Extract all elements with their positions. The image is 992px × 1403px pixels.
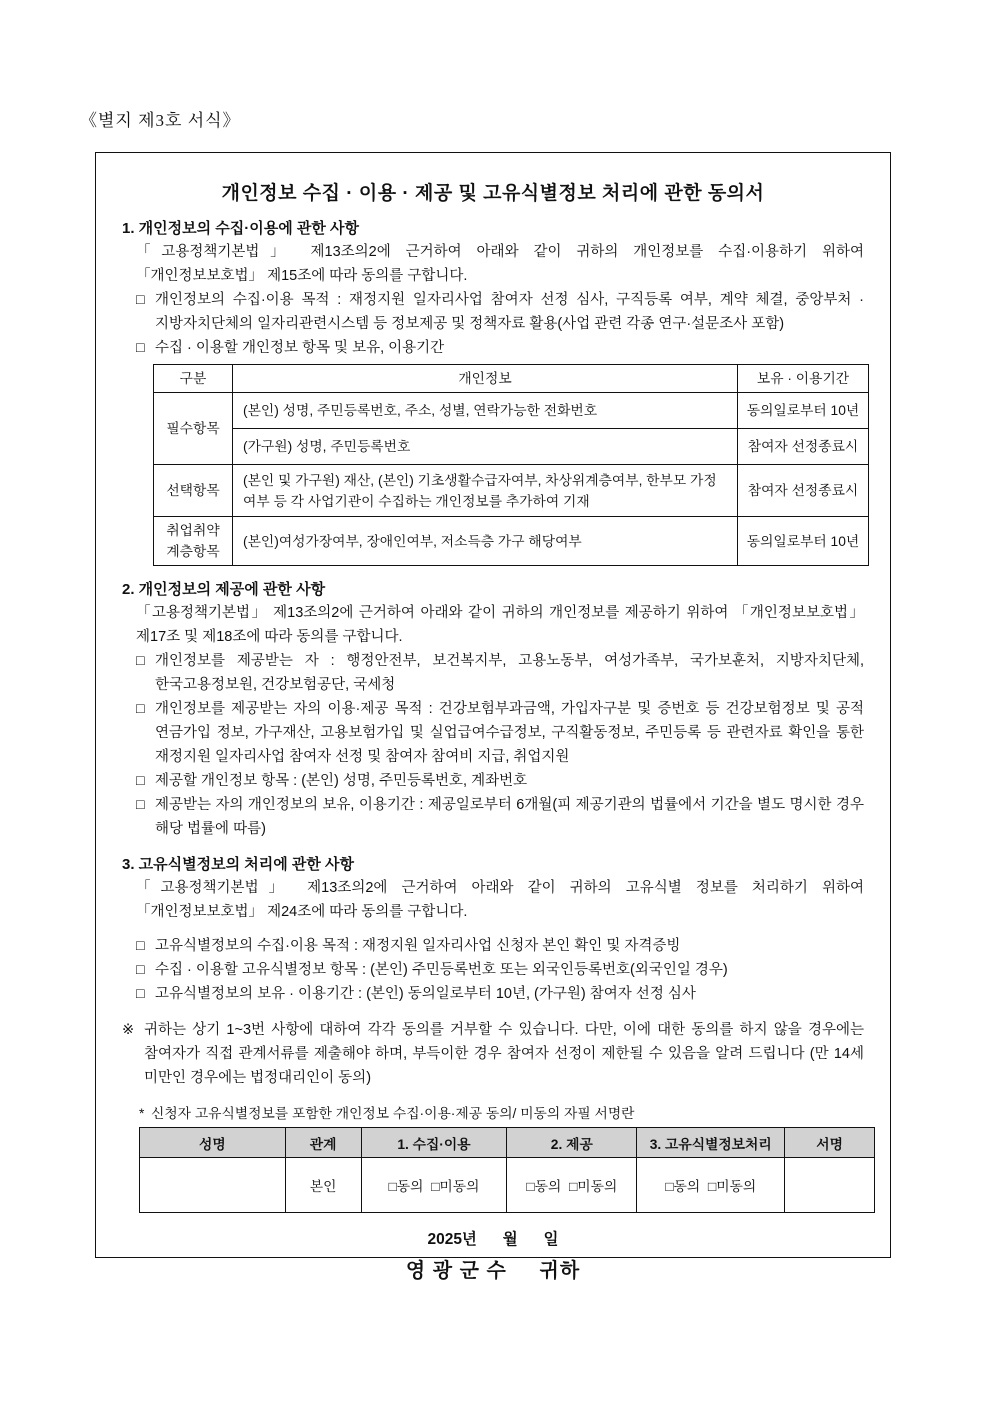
square-bullet-icon: □ [136, 938, 145, 954]
sig-header-collect-use: 1. 수집·이용 [361, 1128, 507, 1158]
square-bullet-icon: □ [136, 340, 145, 356]
bullet-text: 개인정보를 제공받는 자 : 행정안전부, 보건복지부, 고용노동부, 여성가족부, 국가보훈처, 지방자치단체, 한국고용정보원, 건강보험공단, 국세청 [155, 653, 864, 693]
bullet-item [136, 793, 864, 841]
section-2-heading: 2. 개인정보의 제공에 관한 사항 [122, 581, 326, 598]
bullet-item [136, 958, 864, 982]
vulnerable-period-cell: 동의일로부터 10년 [738, 517, 869, 566]
required-family-info-cell: (가구원) 성명, 주민등록번호 [233, 429, 738, 465]
bullet-text: 수집 · 이용할 개인정보 항목 및 보유, 이용기간 [155, 340, 445, 356]
consent-refusal-note [122, 1018, 864, 1090]
consent-refusal-text: 귀하는 상기 1~3번 사항에 대하여 각각 동의를 거부할 수 있습니다. 다만, 이에 대한 동의를 하지 않을 경우에는 참여자가 직접 관계서류를 제출해야 하며, 부득이한 경우 참여자 선정이 제한될 수 있음을 알려 드립니다 (만 14세 미만인 경우에는 법정대리인이 동의) [144, 1022, 864, 1086]
sig-header-signature: 서명 [785, 1128, 875, 1158]
signature-table [139, 1127, 875, 1213]
bullet-text: 개인정보를 제공받는 자의 이용·제공 목적 : 건강보험부과금액, 가입자구분 및 증번호 등 건강보험정보 및 공적 연금가입 정보, 가구재산, 고용보험가입 및 실업급여수급정보, 구직활동정보, 주민등록 등 관련자료 확인을 통한 재정지원 일자리사업 참여자 선정 및 참여자 참여비 지급, 취업지원 [155, 701, 864, 765]
bullet-item [136, 288, 864, 336]
document-title: 개인정보 수집 · 이용 · 제공 및 고유식별정보 처리에 관한 동의서 [221, 183, 765, 204]
section-3-intro: 「고용정책기본법」 제13조의2에 근거하여 아래와 같이 귀하의 고유식별 정보를 처리하기 위하여 「개인정보보호법」 제24조에 따라 동의를 구합니다. [136, 880, 864, 920]
bullet-item [136, 336, 864, 360]
signature-cell[interactable] [785, 1158, 875, 1213]
section-1-intro: 「고용정책기본법」 제13조의2에 근거하여 아래와 같이 귀하의 개인정보를 수집·이용하기 위하여 「개인정보보호법」 제15조에 따라 동의를 구합니다. [136, 244, 864, 284]
bullet-text: 개인정보의 수집·이용 목적 : 재정지원 일자리사업 참여자 선정 심사, 구직등록 여부, 계약 체결, 중앙부처 · 지방자치단체의 일자리관련시스템 등 정보제공 및 정책자료 활용(사업 관련 각종 연구·설문조사 포함) [155, 292, 864, 332]
signature-row [140, 1158, 875, 1213]
required-family-period-cell: 참여자 선정종료시 [738, 429, 869, 465]
optional-label-cell: 선택항목 [154, 465, 233, 517]
square-bullet-icon: □ [136, 797, 145, 813]
square-bullet-icon: □ [136, 962, 145, 978]
vulnerable-label-cell: 취업취약 계층항목 [154, 517, 233, 566]
square-bullet-icon: □ [136, 701, 145, 717]
square-bullet-icon: □ [136, 986, 145, 1002]
square-bullet-icon: □ [136, 292, 145, 308]
provide-consent-checkboxes[interactable]: □동의 □미동의 [507, 1158, 637, 1213]
personal-info-table [153, 364, 869, 566]
bullet-text: 고유식별정보의 수집·이용 목적 : 재정지원 일자리사업 신청자 본인 확인 및 자격증빙 [155, 938, 681, 954]
sig-header-provide: 2. 제공 [507, 1128, 637, 1158]
bullet-text: 제공할 개인정보 항목 : (본인) 성명, 주민등록번호, 계좌번호 [155, 773, 528, 789]
date-line: 2025년 월 일 [427, 1231, 559, 1248]
name-input-cell[interactable] [140, 1158, 286, 1213]
sig-header-name: 성명 [140, 1128, 286, 1158]
collect-use-consent-checkboxes[interactable]: □동의 □미동의 [361, 1158, 507, 1213]
asterisk-icon: * [139, 1106, 145, 1121]
square-bullet-icon: □ [136, 773, 145, 789]
document-box [95, 152, 891, 1282]
recipient-line: 영 광 군 수 귀하 [405, 1260, 581, 1282]
bullet-item [136, 697, 864, 769]
required-self-period-cell: 동의일로부터 10년 [738, 393, 869, 429]
sig-header-relation: 관계 [285, 1128, 361, 1158]
bullet-item [136, 982, 864, 1006]
sig-header-unique-process: 3. 고유식별정보처리 [637, 1128, 785, 1158]
bullet-text: 제공받는 자의 개인정보의 보유, 이용기간 : 제공일로부터 6개월(피 제공기관의 법률에서 기간을 별도 명시한 경우 해당 법률에 따름) [155, 797, 864, 837]
optional-info-cell: (본인 및 가구원) 재산, (본인) 기초생활수급자여부, 차상위계층여부, 한부모 가정여부 등 각 사업기관이 수집하는 개인정보를 추가하여 기재 [233, 465, 738, 517]
section-2-intro: 「고용정책기본법」 제13조의2에 근거하여 아래와 같이 귀하의 개인정보를 제공하기 위하여 「개인정보보호법」 제17조 및 제18조에 따라 동의를 구합니다. [136, 605, 864, 645]
bullet-item [136, 769, 864, 793]
relation-cell: 본인 [285, 1158, 361, 1213]
square-bullet-icon: □ [136, 653, 145, 669]
required-label-cell: 필수항목 [154, 393, 233, 465]
section-3-heading: 3. 고유식별정보의 처리에 관한 사항 [122, 856, 355, 873]
col-category-header: 구분 [154, 365, 233, 393]
optional-period-cell: 참여자 선정종료시 [738, 465, 869, 517]
vulnerable-info-cell: (본인)여성가장여부, 장애인여부, 저소득층 가구 해당여부 [233, 517, 738, 566]
bullet-text: 수집 · 이용할 고유식별정보 항목 : (본인) 주민등록번호 또는 외국인등록번호(외국인일 경우) [155, 962, 728, 978]
signature-note [139, 1104, 864, 1124]
col-period-header: 보유 · 이용기간 [738, 365, 869, 393]
unique-process-consent-checkboxes[interactable]: □동의 □미동의 [637, 1158, 785, 1213]
bullet-text: 고유식별정보의 보유 · 이용기간 : (본인) 동의일로부터 10년, (가구원) 참여자 선정 심사 [155, 986, 696, 1002]
col-info-header: 개인정보 [233, 365, 738, 393]
bullet-item [136, 649, 864, 697]
required-self-info-cell: (본인) 성명, 주민등록번호, 주소, 성별, 연락가능한 전화번호 [233, 393, 738, 429]
signature-note-text: 신청자 고유식별정보를 포함한 개인정보 수집·이용·제공 동의/ 미동의 자필 서명란 [151, 1106, 635, 1121]
reference-mark-icon: ※ [122, 1022, 135, 1038]
section-1-heading: 1. 개인정보의 수집·이용에 관한 사항 [122, 220, 360, 237]
bullet-item [136, 934, 864, 958]
form-code-label: 《별지 제3호 서식》 [80, 111, 241, 130]
